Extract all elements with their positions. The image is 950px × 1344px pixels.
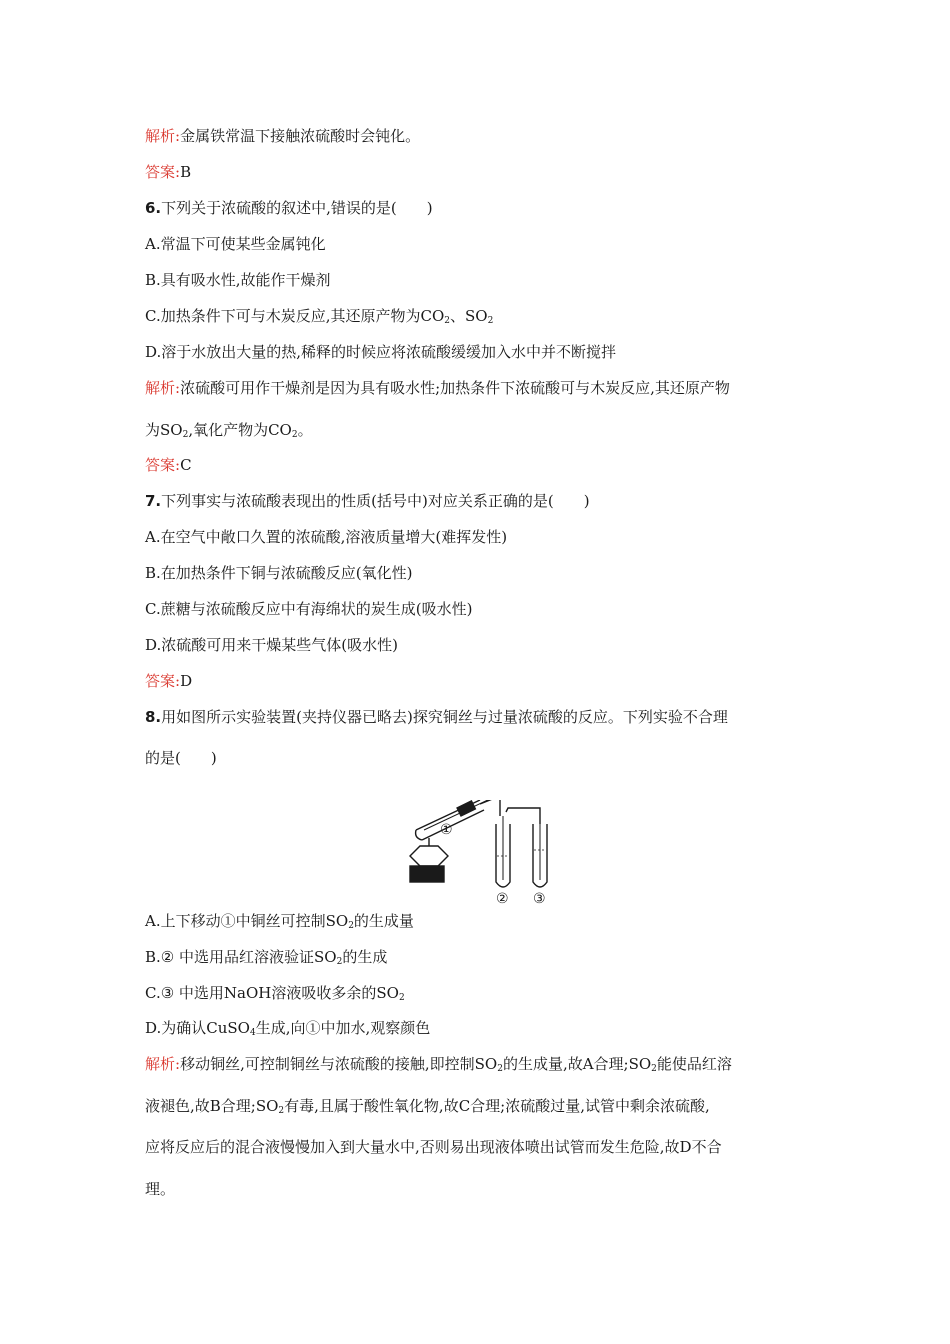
figure-label-2: ② — [496, 891, 509, 907]
figure-label-3: ③ — [533, 891, 546, 907]
q8-analysis-line3: 应将反应后的混合液慢慢加入到大量水中,否则易出现液体喷出试管而发生危险,故D不合 — [145, 1138, 722, 1156]
q6-answer-value: C — [180, 456, 192, 474]
reaction-tube-bottom — [416, 830, 422, 840]
q6-stem: 6.下列关于浓硫酸的叙述中,错误的是( ) — [145, 199, 433, 217]
q7-option-b: B.在加热条件下铜与浓硫酸反应(氧化性) — [145, 564, 413, 582]
figure-label-1: ① — [440, 822, 453, 838]
q8-option-c: C.③ 中选用NaOH溶液吸收多余的$SO_2$ — [145, 984, 405, 1003]
q8-option-d: D.为确认CuSO$_4$生成,向①中加水,观察颜色 — [145, 1019, 431, 1038]
analysis-label: 解析 — [145, 1055, 176, 1073]
apparatus-diagram — [400, 800, 560, 908]
q7-number: 7. — [145, 492, 162, 510]
q6-answer-line: 答案:C — [145, 456, 192, 474]
q8-option-a: A.上下移动①中铜丝可控制$SO_2$的生成量 — [145, 912, 414, 931]
alcohol-lamp-base — [410, 866, 444, 882]
q5-answer-value: B — [180, 163, 192, 181]
q7-stem: 7.下列事实与浓硫酸表现出的性质(括号中)对应关系正确的是( ) — [145, 492, 590, 510]
q6-option-b: B.具有吸水性,故能作干燥剂 — [145, 271, 331, 289]
alcohol-lamp-top — [410, 846, 448, 866]
analysis-label: 解析 — [145, 127, 176, 145]
answer-label: 答案 — [145, 672, 176, 690]
q6-number: 6. — [145, 199, 162, 217]
q8-analysis-line2: 液褪色,故B合理$;SO_2$有毒,且属于酸性氧化物,故C合理;浓硫酸过量,试管中剩余浓硫酸, — [145, 1097, 710, 1116]
analysis-label: 解析 — [145, 379, 176, 397]
q7-option-d: D.浓硫酸可用来干燥某些气体(吸水性) — [145, 636, 398, 654]
reaction-tube-lower-wall — [422, 810, 484, 840]
q5-answer-line: 答案:B — [145, 163, 192, 181]
q6-option-a: A.常温下可使某些金属钝化 — [145, 235, 326, 253]
q6-option-c: C.加热条件下可与木炭反应,其还原产物为$CO_2$、$SO_2$ — [145, 307, 494, 326]
q6-analysis-line2: 为$SO_2$,氧化产物为$CO_2$。 — [145, 421, 313, 440]
q8-number: 8. — [145, 708, 162, 726]
q8-analysis-line1: 解析:移动铜丝,可控制铜丝与浓硫酸的接触,即控制$SO_2$的生成量,故A合理$;SO_2$能使品红溶 — [145, 1055, 732, 1074]
q6-analysis-line1: 解析:浓硫酸可用作干燥剂是因为具有吸水性;加热条件下浓硫酸可与木炭反应,其还原产物 — [145, 379, 730, 397]
answer-label: 答案 — [145, 456, 176, 474]
q7-option-a: A.在空气中敞口久置的浓硫酸,溶液质量增大(难挥发性) — [145, 528, 508, 546]
stopper — [457, 801, 475, 816]
q8-option-b: B.② 中选用品红溶液验证$SO_2$的生成 — [145, 948, 388, 967]
q7-option-c: C.蔗糖与浓硫酸反应中有海绵状的炭生成(吸水性) — [145, 600, 473, 618]
answer-label: 答案 — [145, 163, 176, 181]
q8-stem-line2: 的是( ) — [145, 749, 217, 767]
q8-stem-line1: 8.用如图所示实验装置(夹持仪器已略去)探究铜丝与过量浓硫酸的反应。下列实验不合理 — [145, 708, 728, 726]
q5-analysis-text: 金属铁常温下接触浓硫酸时会钝化。 — [180, 127, 421, 145]
q8-analysis-line4: 理。 — [145, 1180, 176, 1198]
copper-wire — [424, 800, 492, 830]
q5-analysis-line: 解析:金属铁常温下接触浓硫酸时会钝化。 — [145, 127, 421, 145]
delivery-tube-2 — [506, 808, 540, 824]
q6-option-d: D.溶于水放出大量的热,稀释的时候应将浓硫酸缓缓加入水中并不断搅拌 — [145, 343, 617, 361]
delivery-tube-1 — [480, 800, 500, 816]
apparatus-figure — [400, 800, 560, 908]
q7-answer-value: D — [180, 672, 193, 690]
q7-answer-line: 答案:D — [145, 672, 193, 690]
